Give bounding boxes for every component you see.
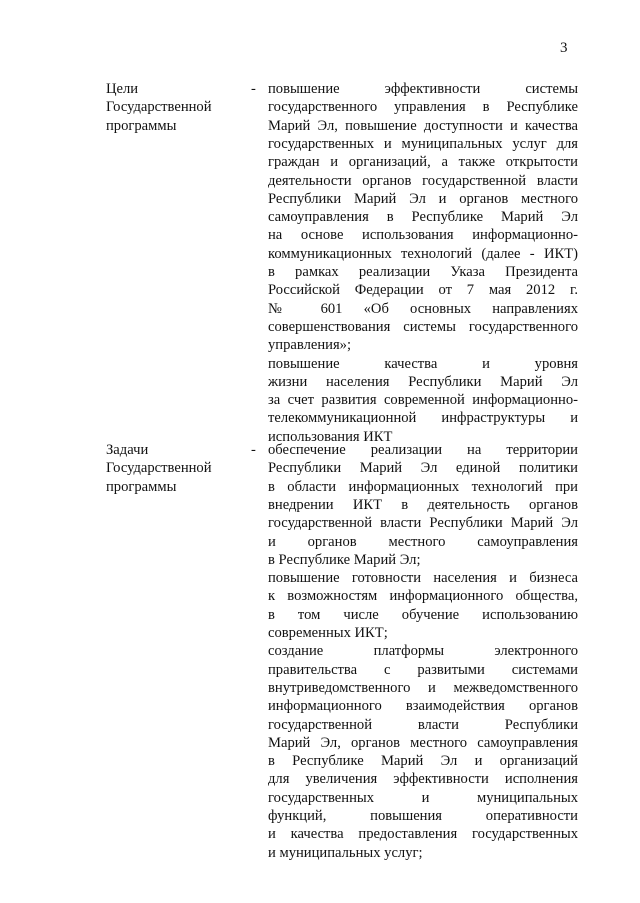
section-text-line: государственных и муниципальных	[268, 789, 578, 806]
section-text-line: самоуправления в Республике Марий Эл	[268, 209, 578, 226]
section-text-line: для увеличения эффективности исполнения	[268, 771, 578, 788]
section-text-line: Марий Эл, повышение доступности и качества	[268, 117, 578, 134]
section-label-line: Государственной	[106, 460, 212, 477]
section-text-line: правительства с развитыми системами	[268, 661, 578, 678]
section-label-line: Цели	[106, 81, 139, 97]
section-text-line: информационного взаимодействия органов	[268, 698, 578, 715]
section-text-line: функций, повышения оперативности	[268, 808, 578, 824]
section-text-line: государственного управления в Республике	[268, 99, 578, 116]
section-text-line: современных ИКТ;	[268, 625, 388, 641]
section-text-line: Марий Эл, органов местного самоуправления	[268, 734, 578, 751]
section-text-line: № 601 «Об основных направлениях	[268, 300, 578, 317]
section-text-line: деятельности органов государственной власти	[268, 172, 578, 189]
section-text-line: внедрении ИКТ в деятельность органов	[268, 496, 578, 513]
section-text-line: и качества предоставления государственных	[268, 826, 578, 843]
section-text-line: создание платформы электронного	[268, 643, 578, 660]
section-text-line: использования ИКТ	[268, 428, 393, 445]
section-text-line: государственных и муниципальных услуг для	[268, 135, 578, 152]
section-text-line: внутриведомственного и межведомственного	[268, 679, 578, 696]
section-text-line: Российской Федерации от 7 мая 2012 г.	[268, 282, 578, 299]
section-text-line: за счет развития современной информационно-	[268, 392, 578, 409]
section-text-line: и органов местного самоуправления	[268, 533, 578, 550]
section-text-line: государственной власти Республики Марий Эл	[268, 515, 578, 532]
section-text-line: жизни населения Республики Марий Эл	[268, 373, 578, 390]
section-label-line: программы	[106, 117, 177, 134]
section-text-line: телекоммуникационной инфраструктуры и	[268, 410, 578, 427]
section-text-line: повышение качества и уровня	[268, 355, 578, 372]
section-text-line: в том числе обучение использованию	[268, 606, 578, 623]
page-number: 3	[560, 40, 568, 56]
section-text-line: совершенствования системы государственного	[268, 318, 578, 335]
section-text-line: на основе использования информационно-	[268, 227, 578, 244]
section-label-line: программы	[106, 478, 177, 495]
section-text-line: Республики Марий Эл и органов местного	[268, 190, 578, 207]
section-text-line: коммуникационных технологий (далее - ИКТ)	[268, 245, 578, 262]
section-text-line: в Республике Марий Эл и организаций	[268, 753, 578, 770]
section-text-line: обеспечение реализации на территории	[268, 442, 578, 458]
section-text-line: государственной власти Республики	[268, 716, 578, 733]
section-text-line: Республики Марий Эл единой политики	[268, 460, 578, 477]
section-text-line: в Республике Марий Эл;	[268, 551, 421, 568]
section-label-line: Государственной	[106, 99, 212, 116]
section-dash: -	[251, 442, 256, 458]
section-dash: -	[251, 81, 256, 97]
section-label-line: Задачи	[106, 442, 149, 458]
section-text-line: граждан и организаций, а также открытости	[268, 154, 578, 171]
section-text-line: к возможностям информационного общества,	[268, 588, 578, 605]
section-text-line: повышение эффективности системы	[268, 81, 578, 97]
section-text-line: управления»;	[268, 337, 352, 354]
section-text-line: в области информационных технологий при	[268, 478, 578, 495]
section-text-line: и муниципальных услуг;	[268, 844, 423, 861]
section-text-line: в рамках реализации Указа Президента	[268, 264, 578, 280]
section-text-line: повышение готовности населения и бизнеса	[268, 570, 578, 587]
